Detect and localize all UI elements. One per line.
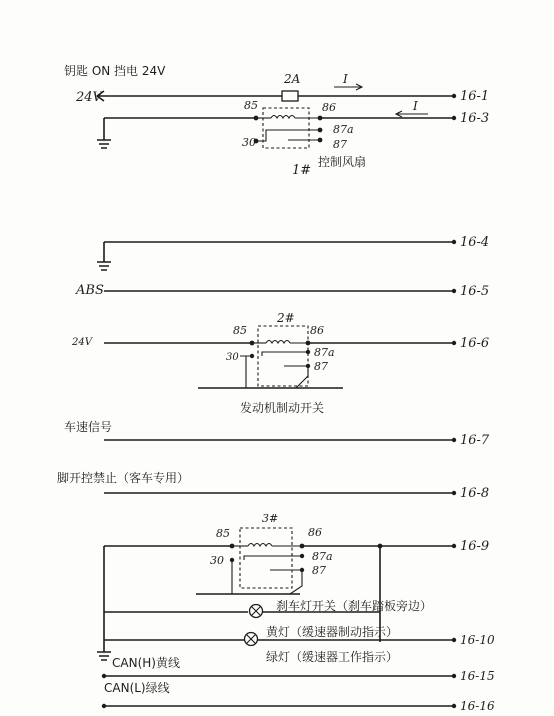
terminal-dot — [452, 116, 456, 120]
terminal-dot — [452, 240, 456, 244]
terminal-16-5: 16-5 — [460, 284, 490, 299]
pin-dot — [318, 128, 323, 133]
relay2-caption: 发动机制动开关 — [240, 401, 325, 415]
current-label-1: I — [343, 72, 348, 86]
relay-coil-icon — [266, 341, 290, 344]
terminal-dot — [452, 491, 456, 495]
relay3-pin-30: 30 — [210, 554, 224, 567]
relay1-caption: 控制风扇 — [318, 155, 367, 169]
terminal-16-3: 16-3 — [460, 111, 490, 126]
relay1-pin-87a: 87a — [333, 123, 354, 136]
relay1-pin-30: 30 — [242, 136, 256, 149]
lamp-yellow: 黄灯（缓速器制动指示） — [266, 625, 399, 639]
current-arrow-left-icon — [396, 111, 428, 117]
terminal-dot — [452, 289, 456, 293]
heading-foot-switch: 脚开控禁止（客车专用） — [57, 471, 190, 485]
relay-contact-wire — [262, 352, 308, 356]
relay3-name: 3# — [262, 512, 279, 525]
lamp-green: 绿灯（缓速器工作指示） — [266, 650, 399, 664]
supply-24v-mid: 24V — [72, 337, 92, 348]
relay2-pin-30: 30 — [226, 352, 239, 363]
terminal-dot — [452, 704, 456, 708]
terminal-16-1: 16-1 — [460, 89, 490, 104]
relay2-pin-87a: 87a — [314, 346, 335, 359]
supply-24v-top: 24V — [76, 90, 102, 105]
pin-dot — [318, 138, 323, 143]
terminal-16-9: 16-9 — [460, 539, 490, 554]
terminal-16-16: 16-16 — [460, 699, 495, 713]
pin-dot — [300, 554, 304, 558]
terminal-dot — [102, 704, 106, 708]
ground-icon — [97, 262, 111, 270]
relay2-pin-85: 85 — [233, 324, 247, 337]
lamp-brake-switch: 刹车灯开关（刹车踏板旁边） — [276, 599, 433, 613]
relay3-box — [240, 528, 292, 588]
relay-coil-icon — [248, 544, 272, 547]
relay3-pin-87: 87 — [312, 564, 326, 577]
pin-dot — [306, 350, 310, 354]
fuse-icon — [282, 91, 298, 101]
relay-contact-wire — [256, 130, 320, 141]
relay2-name: 2# — [277, 311, 295, 325]
relay-coil-icon — [271, 116, 295, 119]
relay-contact-wire — [240, 356, 252, 388]
terminal-dot — [452, 638, 456, 642]
relay1-box — [263, 108, 309, 148]
terminal-16-6: 16-6 — [460, 336, 490, 351]
fuse-label: 2A — [284, 72, 301, 86]
ground-icon — [97, 140, 111, 148]
terminal-16-8: 16-8 — [460, 486, 490, 501]
current-arrow-right-icon — [334, 84, 362, 90]
terminal-dot — [102, 674, 106, 678]
current-label-2: I — [413, 99, 418, 113]
relay1-pin-87: 87 — [333, 138, 347, 151]
heading-key-on: 钥匙 ON 挡电 24V — [64, 64, 166, 78]
relay2-pin-87: 87 — [314, 360, 328, 373]
relay1-pin-86: 86 — [322, 101, 336, 114]
relay1-pin-85: 85 — [244, 99, 258, 112]
can-low-label: CAN(L)绿线 — [104, 681, 170, 695]
terminal-16-10: 16-10 — [460, 633, 495, 647]
relay1-name: 1# — [292, 163, 312, 178]
ground-icon — [97, 652, 111, 660]
relay-contact-wire — [244, 556, 302, 560]
can-high-label: CAN(H)黄线 — [112, 656, 180, 670]
supply-abs: ABS — [76, 283, 104, 298]
terminal-dot — [452, 341, 456, 345]
relay3-pin-86: 86 — [308, 526, 322, 539]
relay3-pin-87a: 87a — [312, 550, 333, 563]
terminal-dot — [452, 674, 456, 678]
terminal-16-7: 16-7 — [460, 433, 490, 448]
terminal-16-15: 16-15 — [460, 669, 495, 683]
brake-switch-contact — [296, 366, 308, 388]
relay2-pin-86: 86 — [310, 324, 324, 337]
terminal-16-4: 16-4 — [460, 235, 490, 250]
relay2-box — [258, 326, 308, 386]
terminal-dot — [452, 94, 456, 98]
relay3-pin-85: 85 — [216, 527, 230, 540]
terminal-dot — [452, 438, 456, 442]
heading-speed-signal: 车速信号 — [64, 420, 113, 434]
terminal-dot — [452, 544, 456, 548]
